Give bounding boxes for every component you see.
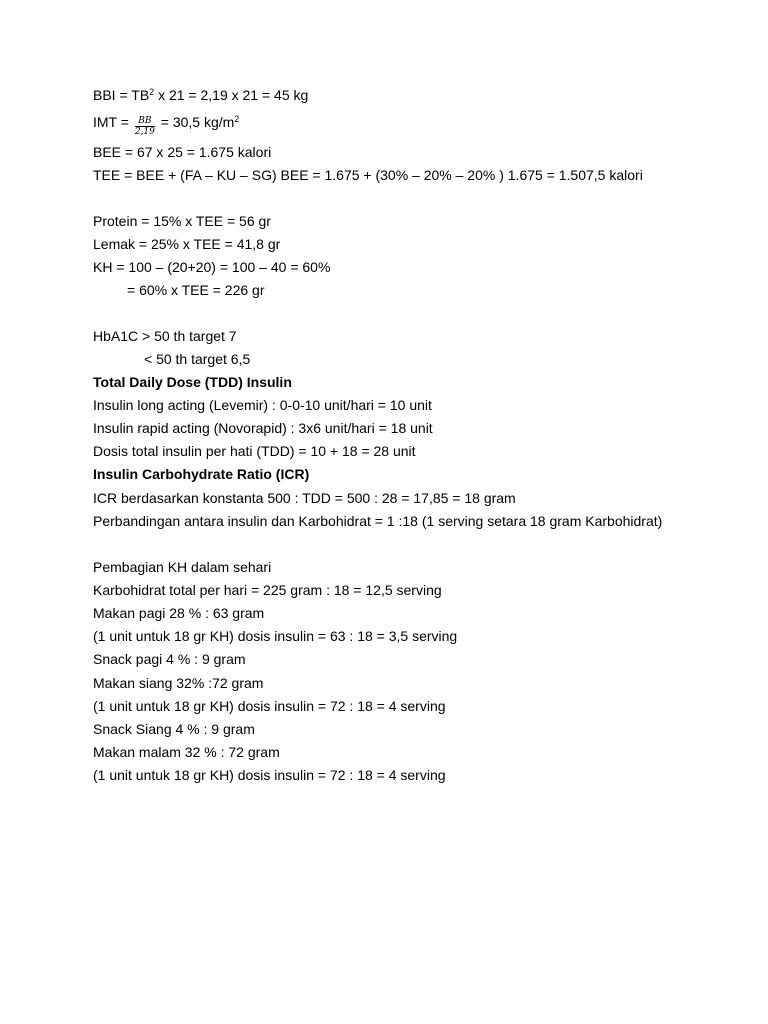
- bbi-text-b: x 21 = 2,19 x 21 = 45 kg: [154, 87, 309, 103]
- imt-denominator: 2,19: [134, 127, 155, 137]
- icr-heading: Insulin Carbohydrate Ratio (ICR): [93, 466, 310, 482]
- hba1c-line-1: HbA1C > 50 th target 7: [93, 328, 237, 344]
- pembagian-line: Makan malam 32 % : 72 gram: [93, 744, 280, 760]
- pembagian-line: (1 unit untuk 18 gr KH) dosis insulin = 72 : 18 = 4 serving: [93, 698, 446, 714]
- lemak-line: Lemak = 25% x TEE = 41,8 gr: [93, 236, 281, 252]
- pembagian-line: Karbohidrat total per hari = 225 gram : 18 = 12,5 serving: [93, 582, 442, 598]
- pembagian-line: (1 unit untuk 18 gr KH) dosis insulin = 72 : 18 = 4 serving: [93, 767, 446, 783]
- pembagian-heading: Pembagian KH dalam sehari: [93, 559, 272, 575]
- hba1c-line-2: < 50 th target 6,5: [144, 351, 251, 367]
- bbi-text-a: BBI = TB: [93, 87, 150, 103]
- kh-line-1: KH = 100 – (20+20) = 100 – 40 = 60%: [93, 259, 331, 275]
- pembagian-line: Snack pagi 4 % : 9 gram: [93, 651, 246, 667]
- bbi-superscript: 2: [149, 87, 155, 97]
- kh-line-2: = 60% x TEE = 226 gr: [127, 282, 265, 298]
- tdd-rapid-acting: Insulin rapid acting (Novorapid) : 3x6 unit/hari = 18 unit: [93, 420, 433, 436]
- tdd-heading: Total Daily Dose (TDD) Insulin: [93, 374, 292, 390]
- imt-superscript: 2: [234, 114, 240, 124]
- bee-formula: BEE = 67 x 25 = 1.675 kalori: [93, 144, 272, 160]
- tdd-total: Dosis total insulin per hati (TDD) = 10 + 18 = 28 unit: [93, 443, 416, 459]
- tee-formula: TEE = BEE + (FA – KU – SG) BEE = 1.675 + (30% – 20% – 20% ) 1.675 = 1.507,5 kalori: [93, 167, 643, 183]
- pembagian-line: (1 unit untuk 18 gr KH) dosis insulin = 63 : 18 = 3,5 serving: [93, 628, 458, 644]
- imt-formula: [93, 114, 239, 138]
- bbi-formula: [93, 87, 308, 103]
- icr-line-1: ICR berdasarkan konstanta 500 : TDD = 500 : 28 = 17,85 = 18 gram: [93, 490, 516, 506]
- protein-line: Protein = 15% x TEE = 56 gr: [93, 213, 271, 229]
- pembagian-line: Makan siang 32% :72 gram: [93, 675, 264, 691]
- pembagian-line: Makan pagi 28 % : 63 gram: [93, 605, 265, 621]
- icr-line-2: Perbandingan antara insulin dan Karbohidrat = 1 :18 (1 serving setara 18 gram Karbohidrat): [93, 513, 663, 529]
- imt-text-b: = 30,5 kg/m: [156, 114, 235, 130]
- pembagian-line: Snack Siang 4 % : 9 gram: [93, 721, 255, 737]
- imt-text-a: IMT =: [93, 114, 133, 130]
- imt-fraction: [135, 116, 155, 138]
- tdd-long-acting: Insulin long acting (Levemir) : 0-0-10 unit/hari = 10 unit: [93, 397, 432, 413]
- imt-numerator: BB: [135, 116, 155, 127]
